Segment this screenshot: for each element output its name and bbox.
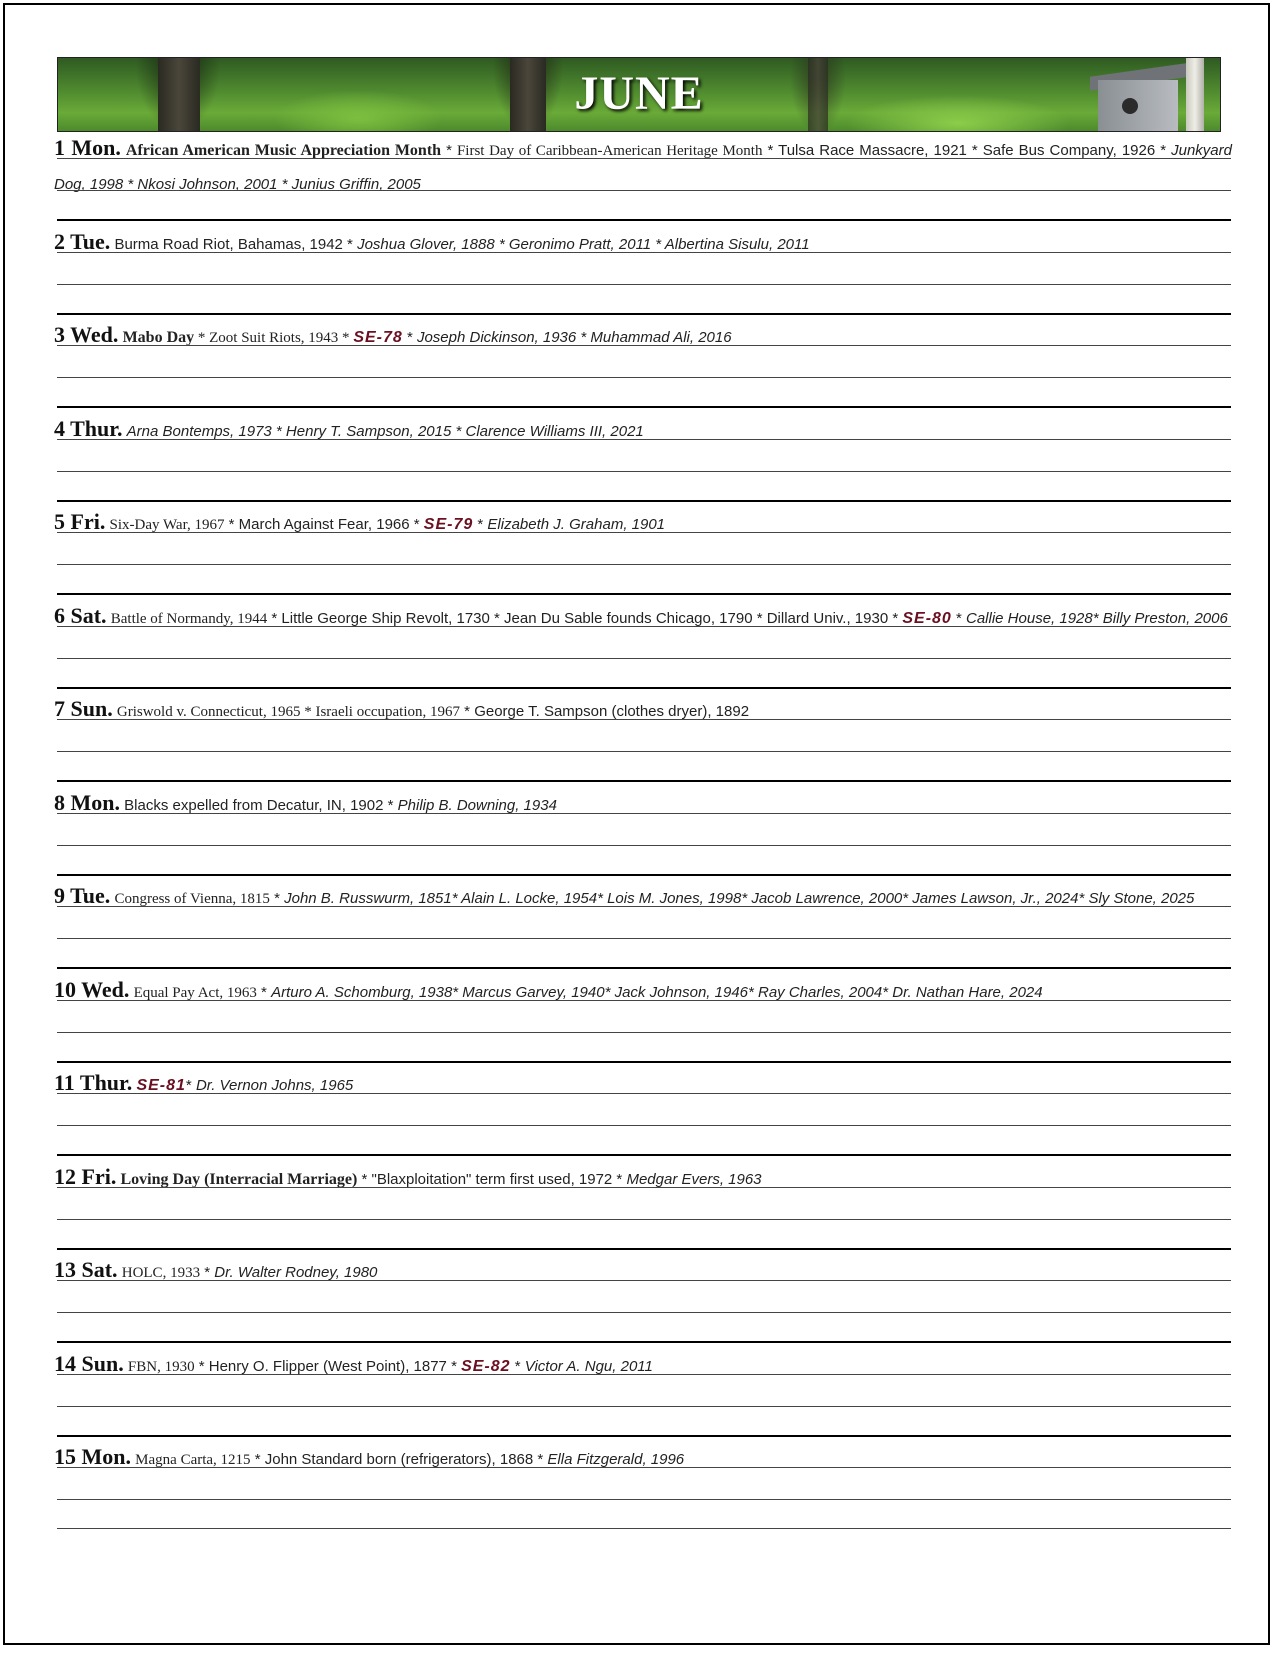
day-separator-line [57,406,1231,408]
entry-segment: Medgar Evers, 1963 [626,1170,762,1188]
writing-line [57,158,1231,159]
day-separator-line [57,1341,1231,1343]
entry-segment: Six-Day War, 1967 [109,517,225,533]
day-separator-line [57,780,1231,782]
entry-segment: Griswold v. Connecticut, 1965 * Israeli occupation, 1967 [116,704,461,720]
writing-line [57,1374,1231,1375]
day-entry [54,225,1232,262]
day-label: 13 Sat. [54,1257,118,1282]
day-label: 5 Fri. [54,509,106,534]
day-label: 12 Fri. [54,1163,117,1189]
day-entry-text [54,879,1232,916]
day-separator-line [57,1061,1231,1063]
writing-line [57,190,1231,191]
day-entry [54,973,1232,1010]
se-code: SE-82 [461,1357,511,1375]
day-label: 6 Sat. [54,602,107,628]
entry-segment: Elizabeth J. Graham, 1901 [487,516,666,533]
day-separator-line [57,967,1231,969]
writing-line [57,284,1231,285]
day-label: 1 Mon. [54,135,121,160]
day-entry-text [54,1253,1232,1290]
writing-line [57,345,1231,346]
writing-line [57,1406,1231,1407]
entry-segment: * [269,890,285,907]
entry-segment: Burma Road Riot, Bahamas, 1942 * [114,235,358,253]
day-separator-line [57,1248,1231,1250]
entry-segment: Philip B. Downing, 1934 [397,796,557,814]
writing-line [57,626,1231,627]
day-entry [54,879,1232,916]
entry-segment: Victor A. Ngu, 2011 [524,1357,653,1375]
writing-line [57,471,1231,472]
day-entry [54,1347,1232,1384]
entry-segment: African American Music Appreciation Month [125,142,442,159]
entry-segment: * March Against Fear, 1966 * [224,516,424,533]
entry-segment: * John Standard born (refrigerators), 1868 * [250,1451,548,1468]
entry-segment: Joshua Glover, 1888 * Geronimo Pratt, 2011 * Albertina Sisulu, 2011 [357,235,810,253]
day-separator-line [57,1154,1231,1156]
day-entry [54,786,1232,823]
day-entry-text [54,599,1232,636]
day-entry-text [54,973,1232,1010]
day-separator-line [57,500,1231,502]
entry-segment: Congress of Vienna, 1815 [114,891,270,907]
day-entry-text [54,1440,1232,1477]
day-separator-line [57,1435,1231,1437]
entry-segment: Junkyard Dog, 1998 * Nkosi Johnson, 2001 * Junius Griffin, 2005 [54,142,1232,193]
day-entry-text [54,505,1232,542]
day-separator-line [57,687,1231,689]
entry-segment: Arna Bontemps, 1973 * Henry T. Sampson, 2015 * Clarence Williams III, 2021 [126,422,644,440]
entry-segment: * "Blaxploitation" term first used, 1972 * [357,1170,627,1188]
day-entry [54,1253,1232,1290]
day-entry [54,1440,1232,1477]
writing-line [57,439,1231,440]
day-label: 8 Mon. [54,789,120,815]
writing-line [57,1093,1231,1094]
entry-segment: Loving Day (Interracial Marriage) [120,1170,358,1188]
entry-segment: * [473,516,488,533]
writing-line [57,938,1231,939]
writing-line [57,845,1231,846]
writing-line [57,1499,1231,1500]
entry-segment: John B. Russwurm, 1851* Alain L. Locke, 1954* Lois M. Jones, 1998* Jacob Lawrence, 2000* James Lawson, Jr., 2024* Sly Stone, 2025 [284,890,1195,907]
entry-segment: * [951,609,966,627]
entry-segment: Mabo Day [122,329,195,346]
writing-line [57,564,1231,565]
day-entry [54,1066,1232,1103]
entry-segment: * [256,983,272,1001]
entry-segment: Magna Carta, 1215 [135,1452,251,1468]
se-code: SE-80 [902,609,952,627]
writing-line [57,751,1231,752]
day-label: 15 Mon. [54,1444,131,1469]
day-entry-text [54,318,1232,355]
entry-segment: First Day of Caribbean-American Heritage Month [456,143,763,159]
writing-line [57,719,1231,720]
day-label: 7 Sun. [54,696,113,721]
writing-line [57,658,1231,659]
se-code: SE-78 [353,329,403,346]
month-title: JUNE [574,67,704,120]
day-entry-text [54,131,1232,202]
entry-segment: Blacks expelled from Decatur, IN, 1902 * [124,796,398,814]
writing-line [57,1219,1231,1220]
day-separator-line [57,313,1231,315]
entry-segment: Ella Fitzgerald, 1996 [547,1451,685,1468]
entry-segment: FBN, 1930 [127,1358,195,1375]
day-label: 4 Thur. [54,415,123,441]
writing-line [57,377,1231,378]
entry-segment: * [200,1264,215,1281]
entry-segment: * Little George Ship Revolt, 1730 * Jean Du Sable founds Chicago, 1790 * Dillard Univ., 1930 * [267,609,903,627]
entry-segment: * Tulsa Race Massacre, 1921 * Safe Bus Company, 1926 * [762,142,1172,159]
day-label: 14 Sun. [54,1350,124,1376]
day-entry-text [54,786,1232,823]
entry-segment: Arturo A. Schomburg, 1938* Marcus Garvey, 1940* Jack Johnson, 1946* Ray Charles, 2004* Dr. Nathan Hare, 2024 [271,983,1043,1001]
day-separator-line [57,874,1231,876]
day-entry [54,318,1232,355]
day-label: 2 Tue. [54,228,111,254]
entry-segment: Dr. Walter Rodney, 1980 [214,1264,378,1281]
day-separator-line [57,593,1231,595]
day-separator-line [57,219,1231,221]
writing-line [57,906,1231,907]
entry-segment: * George T. Sampson (clothes dryer), 1892 [460,703,750,720]
se-code: SE-79 [423,516,474,533]
writing-line [57,532,1231,533]
entry-segment: * [185,1077,196,1094]
writing-line [57,1467,1231,1468]
entry-segment: HOLC, 1933 [121,1265,201,1281]
day-entry-text [54,412,1232,449]
day-entry-text [54,1347,1232,1384]
day-entry [54,599,1232,636]
day-label: 11 Thur. [54,1070,133,1095]
entry-segment: Callie House, 1928* Billy Preston, 2006 [966,609,1228,627]
writing-line [57,1187,1231,1188]
entry-segment: Dr. Vernon Johns, 1965 [195,1077,354,1094]
writing-line [57,1000,1231,1001]
writing-line [57,813,1231,814]
writing-line [57,1125,1231,1126]
month-banner [57,57,1221,132]
day-label: 10 Wed. [54,976,130,1002]
day-separator-line [57,1528,1231,1529]
writing-line [57,1032,1231,1033]
entry-segment: Battle of Normandy, 1944 [110,610,268,627]
day-entry [54,412,1232,449]
day-entry-text [54,1066,1232,1103]
entry-segment: * [510,1357,525,1375]
writing-line [57,1312,1231,1313]
day-entry [54,1160,1232,1197]
day-label: 9 Tue. [54,883,111,908]
day-entry [54,505,1232,542]
entry-segment: Equal Pay Act, 1963 [133,984,257,1001]
writing-line [57,252,1231,253]
day-entry-text [54,1160,1232,1197]
entry-segment: Joseph Dickinson, 1936 * Muhammad Ali, 2016 [416,329,732,346]
entry-segment: * Zoot Suit Riots, 1943 * [194,330,354,346]
entry-segment: * [402,329,417,346]
day-entry-text [54,692,1232,729]
day-entry [54,131,1232,202]
day-entry-text [54,225,1232,262]
day-label: 3 Wed. [54,322,119,347]
se-code: SE-81 [136,1077,186,1094]
writing-line [57,1280,1231,1281]
entry-segment: * Henry O. Flipper (West Point), 1877 * [194,1357,462,1375]
day-entry [54,692,1232,729]
entry-segment: * [441,142,457,159]
